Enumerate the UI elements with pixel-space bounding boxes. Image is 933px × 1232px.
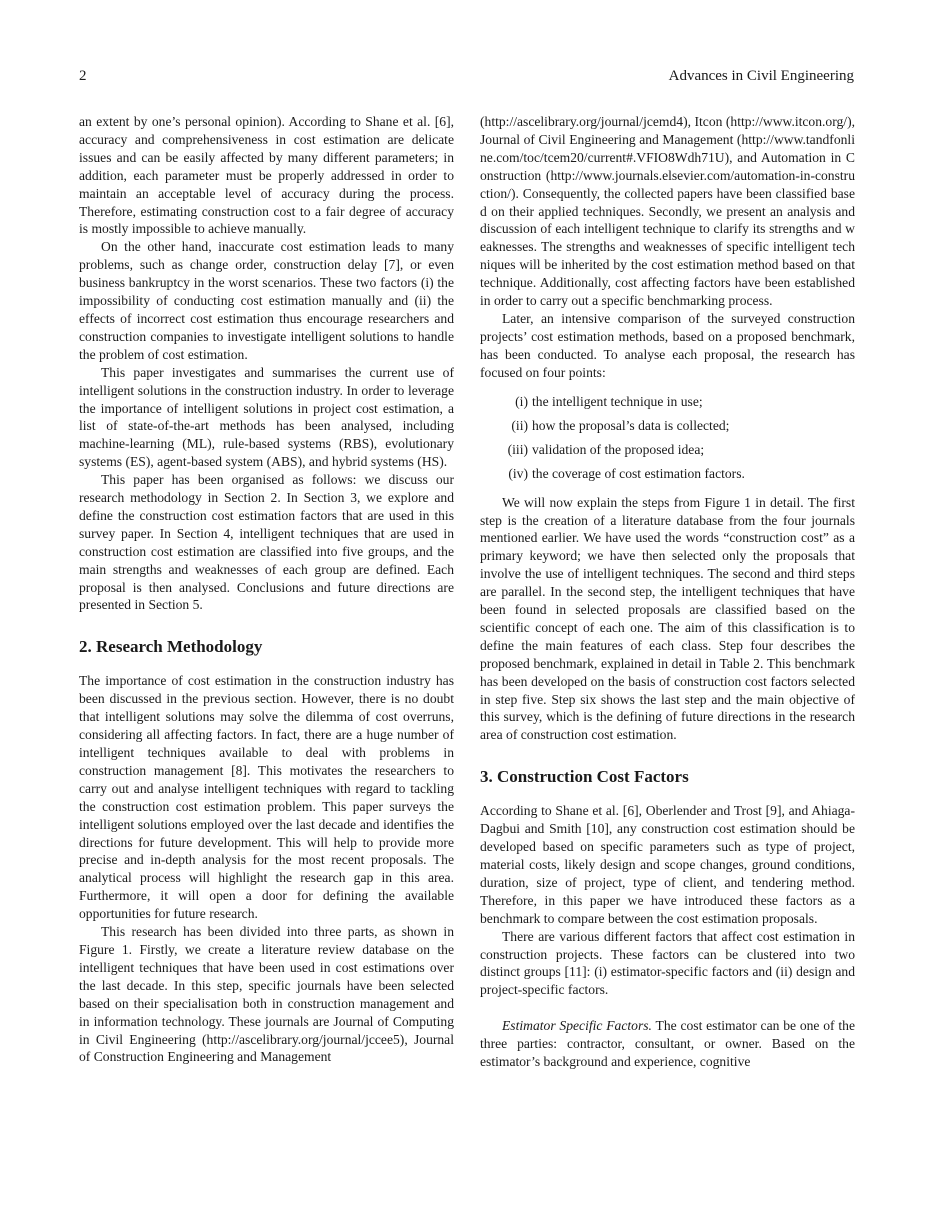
- journal-title: Advances in Civil Engineering: [668, 68, 854, 84]
- list-item-text: how the proposal’s data is collected;: [532, 417, 730, 433]
- paragraph: According to Shane et al. [6], Oberlender and Trost [9], and Ahiaga-Dagbui and Smith [10], any construction cost estimation should be developed based on specific parameters such as type of project, material costs, likely design and scope changes, ground conditions, duration, size of project, type of client, and tendering method. Therefore, in this paper we have introduced these factors as a benchmark to compare between the cost estimation proposals.: [480, 803, 855, 926]
- list-item-text: validation of the proposed idea;: [532, 441, 705, 457]
- paragraph: The importance of cost estimation in the construction industry has been discussed in the previous section. However, there is no doubt that intelligent solutions may solve the dilemma of cost overruns, considering all affecting factors. In fact, there are a huge number of intelligent techniques available to deal with problems in construction management [8]. This motivates the researchers to carry out and analyse intelligent techniques with regard to tackling the construction cost estimation problem. This paper surveys the intelligent solutions employed over the last decade and identifies the directions for future development. This will help to provide more precise and in-depth analysis for the most recent proposals. The analytical process will highlight the research gap in this area. Furthermore, it will open a door for defining the available opportunities for future research.: [79, 673, 454, 922]
- paragraph: Later, an intensive comparison of the surveyed construction projects’ cost estimation methods, based on a proposed benchmark, has been conducted. To analyse each proposal, the research has focused on four points:: [480, 310, 855, 380]
- running-header: [79, 66, 854, 86]
- list-item-number: (ii): [511, 417, 528, 433]
- page-number: 2: [79, 68, 87, 84]
- list-item-text: the intelligent technique in use;: [532, 393, 703, 409]
- paragraph: This paper has been organised as follows: we discuss our research methodology in Section 2. In Section 3, we explore and define the construction cost estimation factors that are used in this survey paper. In Section 4, intelligent techniques that are used in construction cost estimation are classified into five groups, and the main strengths and weaknesses of each group are defined. Each proposal is then analysed. Conclusions and future directions are presented in Section 5.: [79, 472, 454, 613]
- left-column: [79, 113, 454, 1066]
- list-item-number: (i): [515, 393, 528, 409]
- paragraph: [480, 1017, 855, 1071]
- section-heading: 2. Research Methodology: [79, 637, 263, 657]
- list-item: [480, 438, 855, 462]
- paragraph: We will now explain the steps from Figure 1 in detail. The first step is the creation of a literature database from the four journals mentioned earlier. We have used the words “construction cost” as a primary keyword; we have then selected only the proposals that involve the use of intelligent techniques. The second and third steps are parallel. In the second step, the intelligent techniques that have been found in selected proposals are classified based on the scientific concept of each one. The aim of this classification is to define the main features of each class. Step four describes the proposed benchmark, explained in detail in Table 2. This benchmark has been developed on the basis of construction cost factors selected in step five. Step six shows the last step and the main objective of this survey, which is the defining of future directions in the research area of construction cost estimation.: [480, 494, 855, 743]
- subsection-title: Estimator Specific Factors.: [502, 1018, 652, 1034]
- paragraph: an extent by one’s personal opinion). According to Shane et al. [6], accuracy and comprehensiveness in cost estimation are delicate issues and can be easily affected by many different parameters; in addition, each parameter must be properly addressed in order to maintain an acceptable level of accuracy during the process. Therefore, estimating construction cost to a fair degree of accuracy is mostly impossible to achieve manually.: [79, 114, 454, 237]
- right-column: [480, 113, 855, 1071]
- paragraph: This paper investigates and summarises the current use of intelligent solutions in the construction industry. In order to leverage the importance of intelligent solutions in project cost estimation, a list of state-of-the-art methods has been analysed, including machine-learning (ML), rule-based systems (RBS), evolutionary systems (ES), agent-based system (ABS), and hybrid systems (HS).: [79, 364, 454, 470]
- paragraph: On the other hand, inaccurate cost estimation leads to many problems, such as change order, construction delay [7], or even business bankruptcy in the worst scenarios. These two factors (i) the impossibility of conducting cost estimation manually and (ii) the effects of incorrect cost estimation thus encourage researchers and construction companies to investigate intelligent solutions to handle the problem of cost estimation.: [79, 239, 454, 362]
- paragraph: (http://ascelibrary.org/journal/jcemd4), Itcon (http://www.itcon.org/), Journal of Civil Engineering and Management (http://www.tandfonline.com/toc/tcem20/current#.VFIO8Wdh71U), and Automation in Construction (http://www.journals.elsevier.com/automation-in-construction/). Consequently, the collected papers have been classified based on their applied techniques. Secondly, we present an analysis and discussion of each intelligent technique to clarify its strengths and weaknesses. The strengths and weaknesses of specific intelligent techniques will be inherited by the cost estimation method based on that technique. Additionally, cost affecting factors have been established in order to carry out a specific benchmarking process.: [480, 114, 855, 309]
- list-item: [480, 462, 855, 486]
- paragraph: There are various different factors that affect cost estimation in construction projects. These factors can be clustered into two distinct groups [11]: (i) estimator-specific factors and (ii) design and project-specific factors.: [480, 928, 855, 998]
- paragraph-text: The cost estimator can be one of the three parties: contractor, consultant, or owner. Based on the estimator’s background and experience, cognitive: [480, 1018, 855, 1070]
- list-item-text: the coverage of cost estimation factors.: [532, 465, 745, 481]
- list-item: [480, 414, 855, 438]
- research-points-list: [480, 390, 855, 486]
- list-item-number: (iv): [508, 465, 528, 481]
- list-item: [480, 390, 855, 414]
- list-item-number: (iii): [507, 441, 528, 457]
- section-heading: 3. Construction Cost Factors: [480, 767, 689, 787]
- paragraph: This research has been divided into three parts, as shown in Figure 1. Firstly, we create a literature review database on the intelligent techniques that have been used in cost estimations over the last decade. In this step, specific journals have been selected based on their specialisation both in construction management and in information technology. These journals are Journal of Computing in Civil Engineering (http://ascelibrary.org/journal/jccee5), Journal of Construction Engineering and Management: [79, 924, 454, 1065]
